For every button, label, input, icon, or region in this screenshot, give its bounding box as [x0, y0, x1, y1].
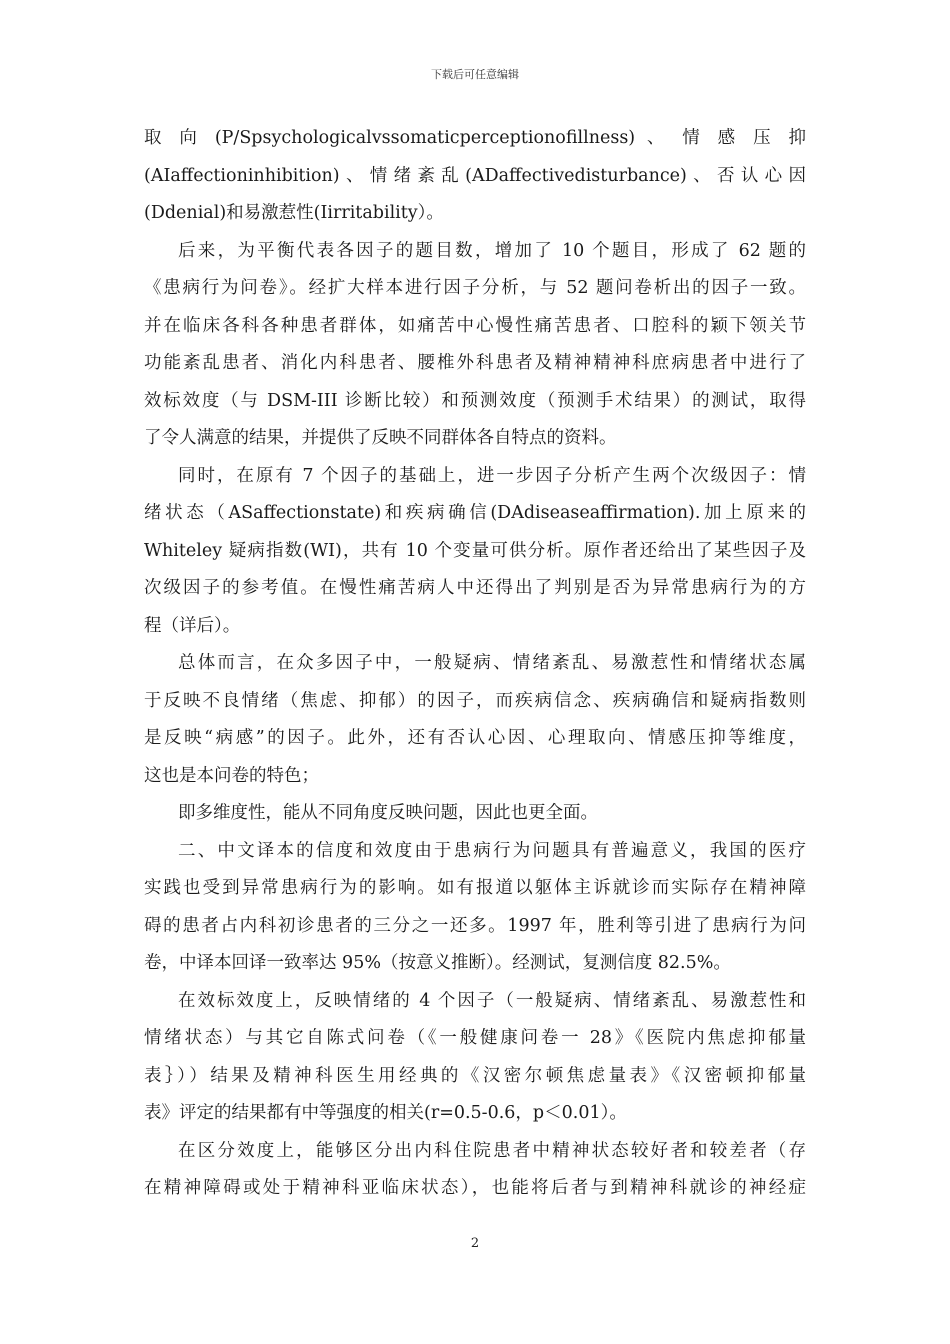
text-line: 了令人满意的结果，并提供了反映不同群体各自特点的资料。	[144, 428, 617, 448]
text-line: 于反映不良情绪（焦虑、抑郁）的因子，而疾病信念、疾病确信和疑病指数则	[144, 690, 806, 711]
page-header-note: 下载后可任意编辑	[431, 68, 519, 81]
text-line: 程（详后）。	[144, 615, 241, 636]
text-line: 情绪状态）与其它自陈式问卷（《一般健康问卷一 28》《医院内焦虑抑郁量	[144, 1028, 806, 1048]
text-line: 效标效度（与 DSM-III 诊断比较）和预测效度（预测手术结果）的测试，取得	[144, 390, 806, 411]
text-line: 同时，在原有 7 个因子的基础上，进一步因子分析产生两个次级因子：情	[178, 465, 806, 486]
text-line: 绪状态（ASaffectionstate)和疾病确信(DAdiseaseaffirmation).加上原来的	[144, 503, 806, 523]
text-line: 《患病行为问卷》。经扩大样本进行因子分析，与 52 题问卷析出的因子一致。	[144, 278, 806, 298]
text-line: Whiteley 疑病指数(WI)，共有 10 个变量可供分析。原作者还给出了某些因子及	[144, 540, 806, 561]
text-line: 即多维度性，能从不同角度反映问题，因此也更全面。	[178, 803, 598, 823]
text-line: (AIaffectioninhibition)、情绪紊乱(ADaffectivedisturbance)、否认心因	[144, 165, 806, 186]
document-body	[144, 120, 806, 1208]
text-line: 在效标效度上，反映情绪的 4 个因子（一般疑病、情绪紊乱、易激惹性和	[178, 990, 806, 1011]
text-line: 卷，中译本回译一致率达 95%（按意义推断）。经测试，复测信度 82.5%。	[144, 953, 731, 973]
text-line: 后来，为平衡代表各因子的题目数，增加了 10 个题目，形成了 62 题的	[178, 240, 806, 261]
text-line: 是反映“病感”的因子。此外，还有否认心因、心理取向、情感压抑等维度，	[144, 728, 806, 748]
text-line: 功能紊乱患者、消化内科患者、腰椎外科患者及精神精神科庶病患者中进行了	[144, 353, 806, 373]
text-line: 碍的患者占内科初诊患者的三分之一还多。1997 年，胜利等引进了患病行为问	[144, 915, 806, 936]
text-line: 总体而言，在众多因子中，一般疑病、情绪紊乱、易激惹性和情绪状态属	[178, 653, 806, 673]
text-line: 二、中文译本的信度和效度由于患病行为问题具有普遍意义，我国的医疗	[178, 840, 806, 861]
text-line: 在区分效度上，能够区分出内科住院患者中精神状态较好者和较差者（存	[178, 1140, 806, 1161]
page-number: 2	[470, 1236, 480, 1251]
text-line: 次级因子的参考值。在慢性痛苦病人中还得出了判别是否为异常患病行为的方	[144, 578, 806, 598]
text-line: 并在临床各科各种患者群体，如痛苦中心慢性痛苦患者、口腔科的颖下领关节	[144, 315, 806, 336]
text-line: 在精神障碍或处于精神科亚临床状态），也能将后者与到精神科就诊的神经症	[144, 1178, 806, 1198]
text-line: 取 向 (P/Spsychologicalvssomaticperceptionofillness) 、 情 感 压 抑	[144, 128, 806, 148]
text-line: 这也是本问卷的特色；	[144, 765, 319, 786]
text-line: (Ddenial)和易激惹性(Iirritability）。	[144, 203, 444, 223]
text-line: 表》评定的结果都有中等强度的相关(r=0.5-0.6，p＜0.01）。	[144, 1103, 627, 1123]
text-line: 表｝））结果及精神科医生用经典的《汉密尔顿焦虑量表》《汉密顿抑郁量	[144, 1065, 806, 1086]
text-line: 实践也受到异常患病行为的影响。如有报道以躯体主诉就诊而实际存在精神障	[144, 878, 806, 898]
